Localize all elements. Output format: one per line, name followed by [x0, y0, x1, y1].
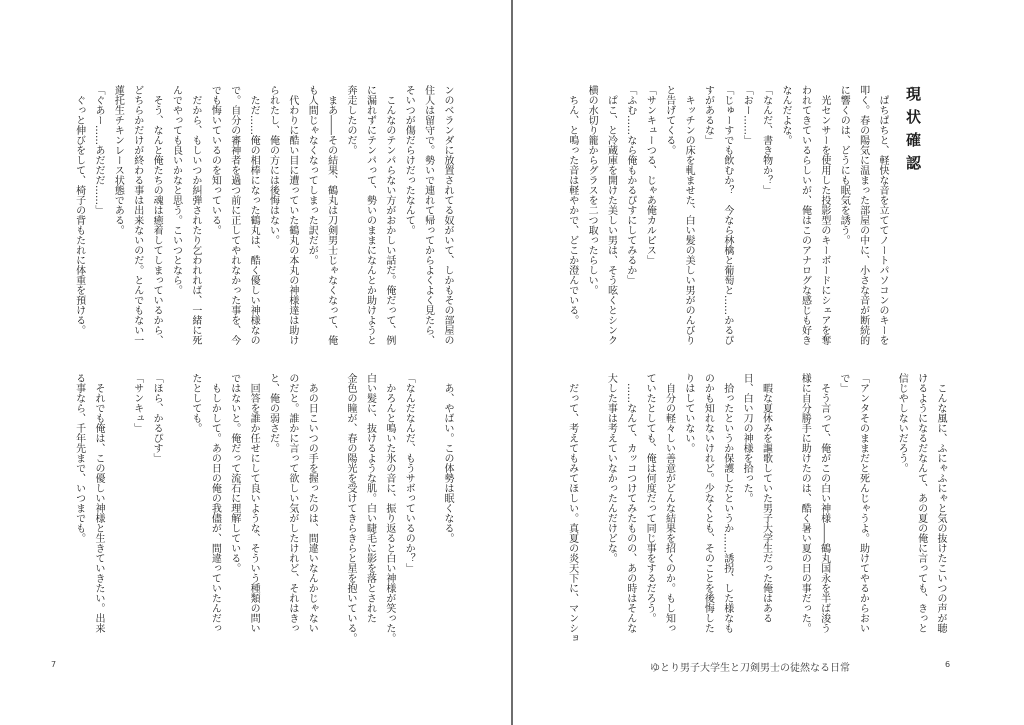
text-line: キッチンの床を軋ませた、白い髪の美しい男がのんびり [683, 85, 695, 345]
text-line: たとしても。 [189, 373, 201, 433]
text-line: りはしていない。 [682, 373, 694, 453]
text-line: ぐっと伸びをして、椅子の背もたれに体重を預ける。 [73, 85, 85, 335]
text-line: われてきているらしいが、俺はこのアナログな感じも好き [799, 85, 811, 345]
text-line: 蓮托生チキンレース状態である。 [112, 85, 124, 235]
text-line: 「サンキューつる、じゃあ俺カルピス」 [644, 85, 656, 265]
text-line: そう言って、俺がこの白い神様――鶴丸国永を半ば浚う [818, 373, 830, 633]
blank-line [321, 373, 340, 641]
text-line: 住人は留守で。勢いで連れて帰ってからよくよく見たら、 [422, 85, 434, 345]
text-line: 暇な夏休みを謳歌していた男子大学生だった俺はある [760, 373, 772, 623]
text-line: ていたとしても、俺は何度だって同じ事をするだろう。 [644, 373, 656, 623]
text-line: る事なら、千年先まで、いつまでも。 [73, 373, 85, 543]
text-line: られたし、俺の方には後悔はない。 [267, 85, 279, 245]
text-line: に漏れずにテンパって、勢いのままになんとか助けようと [364, 85, 376, 345]
text-line: こんなのテンパらない方がおかしい話だ。俺だって、例 [383, 85, 395, 345]
text-line: ではないと。俺だって流石に理解している。 [228, 373, 240, 573]
text-line: も人間じゃなくなってしまった訳だが。 [306, 85, 318, 265]
text-line: 「ぐあー……あだだだ……」 [92, 85, 104, 215]
page-number-left: 7 [51, 660, 57, 669]
left-top-text-block [69, 85, 457, 353]
text-line: かろんと鳴いた氷の音に、振り返ると白い神様が笑った。 [383, 373, 395, 643]
text-line: 金色の瞳が、春の陽光を受けてきらきらと星を抱いている。 [345, 373, 357, 643]
text-line: 「アンタそのままだと死んじゃうよ。助けてやるからおい [857, 373, 869, 633]
text-line: 横の水切り籠からグラスを二つ取ったらしい。 [586, 85, 598, 295]
text-line: と、俺の弱さだ。 [267, 373, 279, 453]
text-line: そう、なんと俺たちの魂は癒着してしまっているから、 [151, 85, 163, 345]
text-line: 「なんだ、書き物か？」 [760, 85, 772, 195]
text-line: ……なんて、カッコつけてみたものの、あの時はそんな [624, 373, 636, 633]
right-bottom-text-block [562, 373, 950, 641]
text-line: 「サンキュ」 [131, 373, 143, 433]
text-line: なんだよな。 [780, 85, 792, 145]
text-line: ただ……俺の相棒になった鶴丸は、酷く優しい神様なの [248, 85, 260, 345]
text-line: 「おー……」 [741, 85, 753, 145]
text-line: で。自分の審神者を過つ前に正してやれなかった事を、今 [228, 85, 240, 345]
text-line: 光センサーを使用した投影型のキーボードにシェアを奪 [818, 85, 830, 345]
text-line: 日、白い刀の神様を拾った。 [741, 373, 753, 503]
text-line: 「じゅーすでも飲むか？ 今なら林檎と葡萄と……かるぴ [721, 85, 733, 345]
text-line: で」 [838, 373, 850, 393]
text-line: 代わりに酷い目に遭っていた鶴丸の本丸の神様達は助け [286, 85, 298, 345]
text-line: どちらかだけが終わる事は出来ないのだ。とんでもない一 [131, 85, 143, 345]
text-line: のかも知れないけれど。少なくとも、そのことを後悔した [702, 373, 714, 633]
text-line: ンのベランダに放置されてる奴がいて、しかもその部屋の [442, 85, 453, 345]
text-line: すがあるな」 [702, 85, 714, 145]
text-line: んでやっても良いかなと思う。こいつとなら。 [170, 85, 182, 295]
text-line: と告げてくる。 [663, 85, 675, 155]
text-line: 大した事は考えていなかったんだけどな。 [605, 373, 617, 563]
text-line: まあ――その結果、鶴丸は刀剣男士じゃなくなって、俺 [325, 85, 337, 345]
text-line: もしかして。あの日の俺の我儘が、間違っていたんだっ [209, 373, 221, 633]
text-line: 回答を誰か任せにして良いような、そういう種類の問い [248, 373, 260, 633]
text-line: 拾ったというか保護したというか……誘拐、した様なも [721, 373, 733, 633]
blank-line [872, 373, 891, 641]
text-line: 「ほら、かるぴす」 [151, 373, 163, 463]
text-line: 様に自分勝手に助けたのは、酷く暑い夏の日の事だった。 [799, 373, 811, 633]
page-gutter [511, 0, 513, 725]
right-top-text-block [562, 85, 892, 353]
text-line: 自分の軽々しい善意がどんな結果を招くのか。もし知っ [663, 373, 675, 633]
blank-line [582, 373, 601, 641]
blank-line [166, 373, 185, 641]
text-line: それでも俺は、この優しい神様と生きていきたい。出来 [92, 373, 104, 633]
text-line: だって、考えてもみてほしい。真夏の炎天下に、マンショ [566, 373, 578, 643]
text-line: あ、やばい。この体勢は眠くなる。 [442, 373, 453, 543]
text-line: 奔走したのだ。 [345, 85, 357, 155]
text-line: 信じやしないだろう。 [896, 373, 908, 473]
text-line: 叩く。春の陽気に温まった部屋の中に、小さな音が断続的 [857, 85, 869, 345]
text-line: ぱちぱちと、軽快な音を立ててノートパソコンのキーを [877, 85, 888, 345]
text-line: 「なんだなんだ、もうサボっているのか？」 [403, 373, 415, 573]
page-number-right: 6 [945, 660, 951, 669]
text-line: あの日こいつの手を握ったのは、間違いなんかじゃない [306, 373, 318, 633]
chapter-title: 現状確認 [904, 86, 922, 178]
text-line: に響くのは、どうにも眠気を誘う。 [838, 85, 850, 245]
text-line: のだと。誰かに言って欲しい気がしたけれど、それはきっ [286, 373, 298, 633]
blank-line [108, 373, 127, 641]
text-line: だから、もしいつか糾弾されたり乞われれば、一緒に死 [189, 85, 201, 345]
running-title: ゆとり男子大学生と刀剣男士の徒然なる日常 [650, 663, 850, 674]
blank-line [418, 373, 437, 641]
text-line: こんな風に、ふにゃふにゃと気の抜けたこいつの声が聴 [935, 373, 946, 633]
text-line: ぱこ、と冷蔵庫を開けた美しい男は、そう呟くとシンク [605, 85, 617, 345]
text-line: けるようになるだなんて、あの夏の俺に言っても、きっと [915, 373, 927, 633]
text-line: 「ふむ……なら俺もかるぴすにしてみるか」 [624, 85, 636, 285]
text-line: ちん、と鳴った音は軽やかで、どこか澄んでいる。 [566, 85, 578, 325]
blank-line [775, 373, 794, 641]
text-line: でも悔いているのを知っている。 [209, 85, 221, 235]
left-bottom-text-block [69, 373, 457, 641]
text-line: 白い髪に、抜けるような肌。白い睫毛に影を落とされた [364, 373, 376, 623]
text-line: そいつが傷だらけだったなんて。 [403, 85, 415, 235]
